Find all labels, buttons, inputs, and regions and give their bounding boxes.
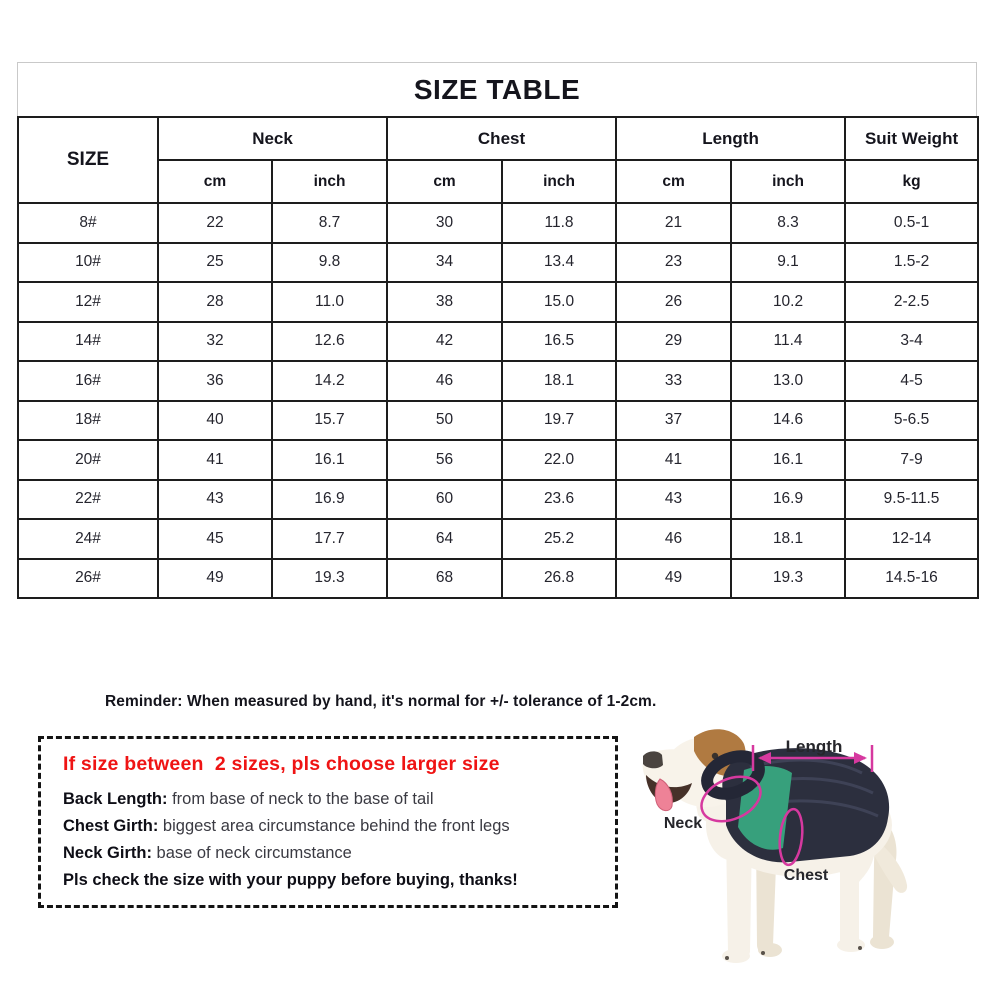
value-cell: 18.1 (731, 519, 845, 559)
value-cell: 16.9 (731, 480, 845, 520)
col-header-suit-weight: Suit Weight (845, 117, 978, 160)
value-cell: 49 (158, 559, 272, 599)
dog-measurement-diagram (630, 715, 992, 992)
value-cell: 43 (616, 480, 731, 520)
chest-girth-definition (63, 813, 607, 840)
value-cell: 50 (387, 401, 502, 441)
value-cell: 12-14 (845, 519, 978, 559)
dog-near-hind-paw (837, 938, 865, 952)
value-cell: 3-4 (845, 322, 978, 362)
dog-far-hind-paw (870, 935, 894, 949)
unit-neck-cm: cm (158, 160, 272, 203)
table-title: SIZE TABLE (17, 62, 977, 116)
size-cell: 24# (18, 519, 158, 559)
value-cell: 56 (387, 440, 502, 480)
value-cell: 13.0 (731, 361, 845, 401)
dog-illustration (630, 715, 992, 992)
neck-label: Neck (663, 815, 703, 832)
value-cell: 34 (387, 243, 502, 283)
value-cell: 5-6.5 (845, 401, 978, 441)
unit-neck-inch: inch (272, 160, 387, 203)
value-cell: 32 (158, 322, 272, 362)
value-cell: 64 (387, 519, 502, 559)
choose-larger-size-note: If size between 2 sizes, pls choose larger size (63, 753, 500, 775)
value-cell: 16.1 (272, 440, 387, 480)
value-cell: 60 (387, 480, 502, 520)
size-cell: 12# (18, 282, 158, 322)
size-table (17, 116, 979, 599)
value-cell: 1.5-2 (845, 243, 978, 283)
value-cell: 2-2.5 (845, 282, 978, 322)
value-cell: 11.8 (502, 203, 616, 243)
measurement-definitions (63, 786, 607, 894)
value-cell: 13.4 (502, 243, 616, 283)
table-row (18, 401, 978, 441)
value-cell: 68 (387, 559, 502, 599)
dog-far-front-paw (758, 943, 782, 957)
value-cell: 11.0 (272, 282, 387, 322)
neck-girth-label: Neck Girth: (63, 844, 152, 862)
value-cell: 29 (616, 322, 731, 362)
value-cell: 40 (158, 401, 272, 441)
unit-header-row (18, 160, 978, 203)
back-length-label: Back Length: (63, 790, 168, 808)
back-length-text: from base of neck to the base of tail (167, 790, 434, 808)
check-size-footer: Pls check the size with your puppy before buying, thanks! (63, 871, 518, 889)
value-cell: 19.3 (272, 559, 387, 599)
value-cell: 37 (616, 401, 731, 441)
value-cell: 16.1 (731, 440, 845, 480)
value-cell: 0.5-1 (845, 203, 978, 243)
table-row (18, 203, 978, 243)
neck-girth-definition (63, 840, 607, 867)
unit-length-cm: cm (616, 160, 731, 203)
front-paw-toe (725, 956, 729, 960)
table-row (18, 559, 978, 599)
table-row (18, 519, 978, 559)
value-cell: 43 (158, 480, 272, 520)
vest-green-panel (738, 766, 792, 850)
value-cell: 38 (387, 282, 502, 322)
value-cell: 22 (158, 203, 272, 243)
value-cell: 4-5 (845, 361, 978, 401)
sizing-note-box (38, 736, 618, 908)
value-cell: 10.2 (731, 282, 845, 322)
length-label: Length (785, 737, 843, 756)
value-cell: 14.2 (272, 361, 387, 401)
neck-girth-text: base of neck circumstance (151, 844, 352, 862)
dog-near-front-paw (722, 949, 750, 963)
value-cell: 8.3 (731, 203, 845, 243)
table-row (18, 440, 978, 480)
value-cell: 26.8 (502, 559, 616, 599)
tolerance-reminder: Reminder: When measured by hand, it's normal for +/- tolerance of 1-2cm. (105, 693, 657, 710)
value-cell: 36 (158, 361, 272, 401)
size-cell: 16# (18, 361, 158, 401)
size-cell: 22# (18, 480, 158, 520)
value-cell: 8.7 (272, 203, 387, 243)
table-row (18, 480, 978, 520)
dog-nose (643, 751, 663, 768)
value-cell: 12.6 (272, 322, 387, 362)
col-header-size: SIZE (18, 117, 158, 203)
value-cell: 46 (616, 519, 731, 559)
value-cell: 25.2 (502, 519, 616, 559)
unit-length-inch: inch (731, 160, 845, 203)
col-header-chest: Chest (387, 117, 616, 160)
value-cell: 21 (616, 203, 731, 243)
size-table-section (17, 62, 977, 599)
value-cell: 16.9 (272, 480, 387, 520)
value-cell: 46 (387, 361, 502, 401)
group-header-row (18, 117, 978, 160)
col-header-neck: Neck (158, 117, 387, 160)
value-cell: 49 (616, 559, 731, 599)
size-rows (18, 203, 978, 598)
table-row (18, 282, 978, 322)
value-cell: 26 (616, 282, 731, 322)
value-cell: 41 (616, 440, 731, 480)
value-cell: 18.1 (502, 361, 616, 401)
value-cell: 16.5 (502, 322, 616, 362)
size-cell: 26# (18, 559, 158, 599)
front-paw-toe (761, 951, 765, 955)
value-cell: 7-9 (845, 440, 978, 480)
value-cell: 28 (158, 282, 272, 322)
value-cell: 22.0 (502, 440, 616, 480)
chest-girth-label: Chest Girth: (63, 817, 159, 835)
value-cell: 42 (387, 322, 502, 362)
size-cell: 10# (18, 243, 158, 283)
size-cell: 20# (18, 440, 158, 480)
value-cell: 19.3 (731, 559, 845, 599)
value-cell: 11.4 (731, 322, 845, 362)
unit-chest-cm: cm (387, 160, 502, 203)
value-cell: 17.7 (272, 519, 387, 559)
size-cell: 18# (18, 401, 158, 441)
hind-paw-toe (858, 946, 862, 950)
value-cell: 19.7 (502, 401, 616, 441)
chest-girth-text: biggest area circumstance behind the front legs (158, 817, 510, 835)
value-cell: 33 (616, 361, 731, 401)
value-cell: 9.1 (731, 243, 845, 283)
value-cell: 41 (158, 440, 272, 480)
value-cell: 14.6 (731, 401, 845, 441)
value-cell: 14.5-16 (845, 559, 978, 599)
unit-chest-inch: inch (502, 160, 616, 203)
value-cell: 9.8 (272, 243, 387, 283)
value-cell: 23 (616, 243, 731, 283)
col-header-length: Length (616, 117, 845, 160)
size-cell: 14# (18, 322, 158, 362)
value-cell: 30 (387, 203, 502, 243)
value-cell: 23.6 (502, 480, 616, 520)
table-row (18, 361, 978, 401)
unit-weight-kg: kg (845, 160, 978, 203)
value-cell: 9.5-11.5 (845, 480, 978, 520)
table-row (18, 243, 978, 283)
value-cell: 45 (158, 519, 272, 559)
value-cell: 25 (158, 243, 272, 283)
table-row (18, 322, 978, 362)
chest-label: Chest (783, 867, 829, 884)
back-length-definition (63, 786, 607, 813)
value-cell: 15.0 (502, 282, 616, 322)
size-cell: 8# (18, 203, 158, 243)
value-cell: 15.7 (272, 401, 387, 441)
